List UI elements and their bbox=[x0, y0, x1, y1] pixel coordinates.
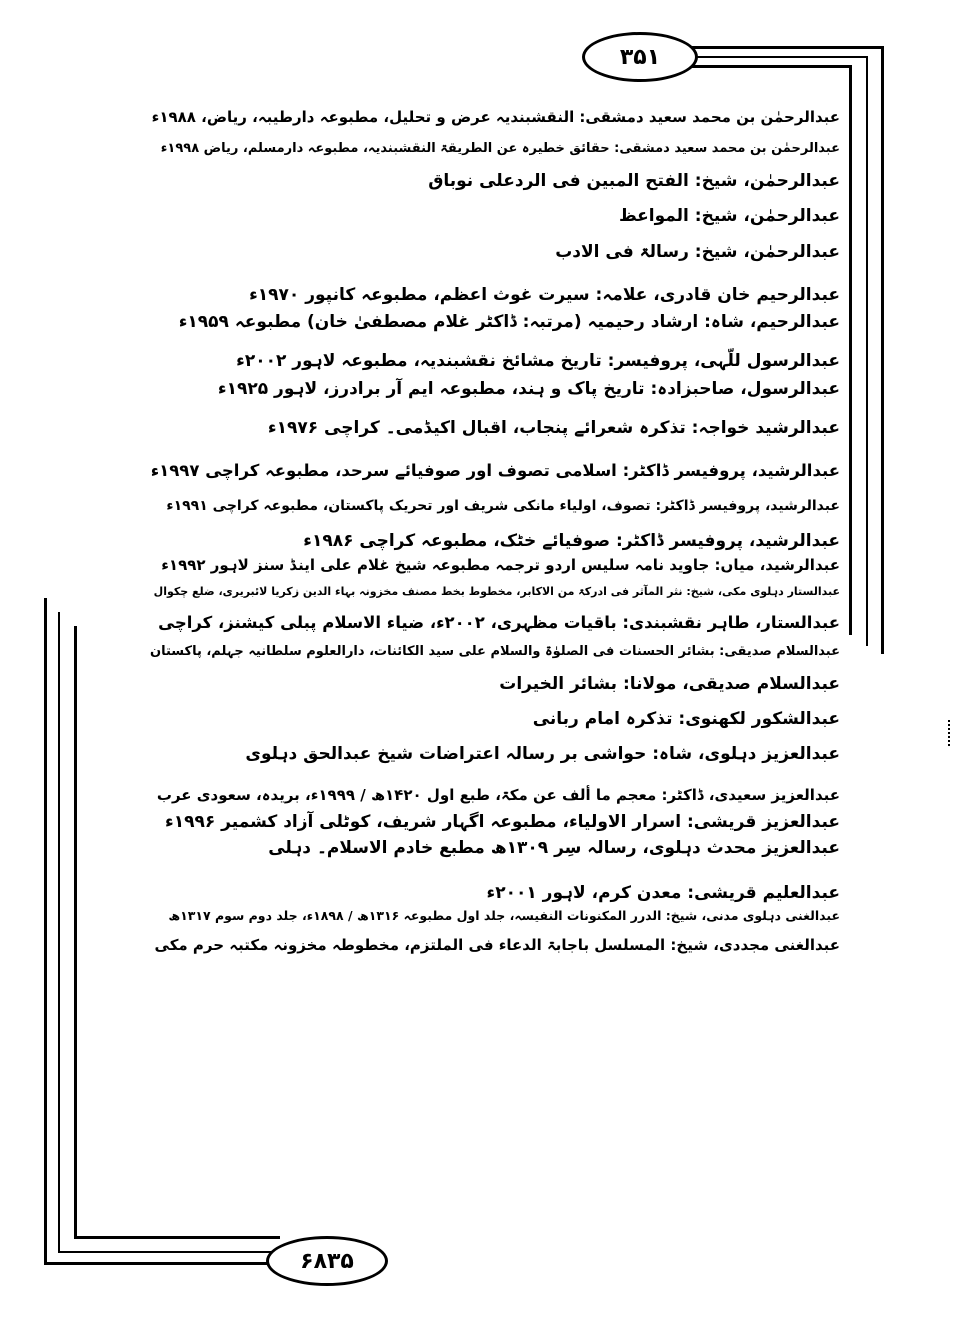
bibliography-entry: عبدالرحمٰن بن محمد سعید دمشقی: النقشبندیہ عرض و تحلیل، مطبوعہ دارطیبہ، ریاض، ۱۹۸۸ء bbox=[151, 108, 840, 126]
bibliography-entry: عبدالرحیم، شاہ: ارشاد رحیمیہ (مرتبہ: ڈاکٹر غلام مصطفیٰ خان) مطبوعہ ۱۹۵۹ء bbox=[178, 312, 840, 332]
bibliography-entry: عبدالشکور لکھنوی: تذکرہ امام ربانی bbox=[532, 709, 840, 729]
bibliography-entry: عبدالرحمٰن، شیخ: رسالۃ فی الادب bbox=[555, 241, 840, 262]
page-number-bottom: ۶۸۳۵ bbox=[266, 1236, 388, 1286]
bibliography-entry: عبدالعزیز محدث دہلوی، رسالہ سِر ۱۳۰۹ھ مطبع خادم الاسلام۔ دہلی bbox=[268, 837, 840, 858]
bibliography-entry: عبدالعزیز قریشی: اسرار الاولیاء، مطبوعہ اگہار شریف، کوٹلی آزاد کشمیر ۱۹۹۶ء bbox=[165, 812, 840, 833]
bibliography-entry: عبدالسلام صدیقی: بشائر الحسنات فی الصلوٰۃ والسلام علی سید الکائنات، دارالعلوم سلطانیہ جہلم، پاکستان bbox=[150, 643, 840, 659]
frame-left-line-1 bbox=[44, 598, 47, 1264]
bibliography-entry: عبدالرشید، پروفیسر ڈاکٹر: اسلامی تصوف اور صوفیائے سرحد، مطبوعہ کراچی ۱۹۹۷ء bbox=[150, 461, 840, 480]
bibliography-list bbox=[150, 108, 840, 954]
scan-edge-mark bbox=[948, 720, 954, 746]
frame-right-line-2 bbox=[866, 56, 868, 646]
bibliography-entry: عبدالعزیز دہلوی، شاہ: حواشی بر رسالہ اعتراضات شیخ عبدالحق دہلوی bbox=[245, 744, 840, 765]
bibliography-entry: عبدالرحمٰن بن محمد سعید دمشقی: حقائق خطیرہ عن الطریقۃ النقشبندیہ، مطبوعہ دارمسلم، ریاض ۱۹۹۸ء bbox=[160, 140, 840, 156]
bibliography-entry: عبدالرحیم خان قادری، علامہ: سیرت غوث اعظم، مطبوعہ کانپور ۱۹۷۰ء bbox=[249, 284, 840, 305]
bibliography-entry: عبدالسلام صدیقی، مولانا: بشائر الخیرات bbox=[499, 673, 840, 694]
bibliography-entry: عبدالرسول، صاحبزادہ: تاریخ پاک و ہند، مطبوعہ ایم آر برادرز، لاہور ۱۹۲۵ء bbox=[217, 378, 840, 399]
bibliography-entry: عبدالرسول للّہی، پروفیسر: تاریخ مشائخ نقشبندیہ، مطبوعہ لاہور ۲۰۰۲ء bbox=[236, 351, 840, 372]
bibliography-entry: عبدالرشید خواجہ: تذکرہ شعرائے پنجاب، اقبال اکیڈمی۔ کراچی ۱۹۷۶ء bbox=[267, 417, 840, 438]
bibliography-entry: عبدالرحمٰن، شیخ: الفتح المبین فی الردعلی نوباق bbox=[428, 171, 840, 191]
bibliography-entry: عبدالغنی دہلوی مدنی، شیخ: الدرر المکنونات النفیسہ، جلد اول مطبوعہ ۱۳۱۶ھ / ۱۸۹۸ء، جلد دوم سوم ۱۳۱۷ھ bbox=[168, 908, 840, 923]
frame-bottom-line-3 bbox=[74, 1236, 280, 1239]
page-number-top: ۳۵۱ bbox=[582, 32, 698, 82]
bibliography-entry: عبدالرشید، پروفیسر ڈاکٹر: تصوف، اولیاء مانکی شریف اور تحریک پاکستان، مطبوعہ کراچی ۱۹۹۱ء bbox=[166, 497, 840, 514]
bibliography-entry: عبدالرحمٰن، شیخ: المواعظ bbox=[618, 206, 840, 227]
frame-bottom-line-2 bbox=[58, 1251, 280, 1253]
frame-left-line-2 bbox=[58, 612, 60, 1252]
bibliography-entry: عبدالستار دہلوی مکی، شیخ: نثر المآثر فی ادرکۃ من الاکابر، مخطوط بخط مصنف مخزونہ بہاء الدین زکریا لائبریری، ضلع چکوال bbox=[153, 585, 840, 599]
bibliography-entry: عبدالعلیم قریشی: معدن کرم، لاہور ۲۰۰۱ء bbox=[486, 882, 840, 903]
bibliography-entry: عبدالعزیز سعیدی، ڈاکٹر: معجم ما ألف عن مکۃ، طبع اول ۱۴۲۰ھ / ۱۹۹۹ء، بریدہ، سعودی عرب bbox=[156, 785, 840, 804]
frame-right-line-3 bbox=[849, 65, 852, 635]
bibliography-entry: عبدالستار، طاہر نقشبندی: باقیات مظہری، ۲۰۰۲ء، ضیاء الاسلام پبلی کیشنز، کراچی bbox=[158, 612, 840, 632]
bibliography-entry: عبدالرشید، پروفیسر ڈاکٹر: صوفیائے خٹک، مطبوعہ کراچی ۱۹۸۶ء bbox=[303, 531, 840, 552]
frame-left-line-3 bbox=[74, 626, 77, 1238]
frame-right-line-1 bbox=[881, 46, 884, 654]
bibliography-entry: عبدالغنی مجددی، شیخ: المسلسل باجابۃ الدعاء فی الملتزم، مخطوطہ مخزونہ مکتبہ حرم مکی bbox=[154, 935, 840, 954]
frame-bottom-line-1 bbox=[44, 1262, 280, 1265]
bibliography-entry: عبدالرشید، میاں: جاوید نامہ سلیس اردو ترجمہ مطبوعہ شیخ غلام علی اینڈ سنز لاہور ۱۹۹۲ء bbox=[161, 556, 840, 575]
